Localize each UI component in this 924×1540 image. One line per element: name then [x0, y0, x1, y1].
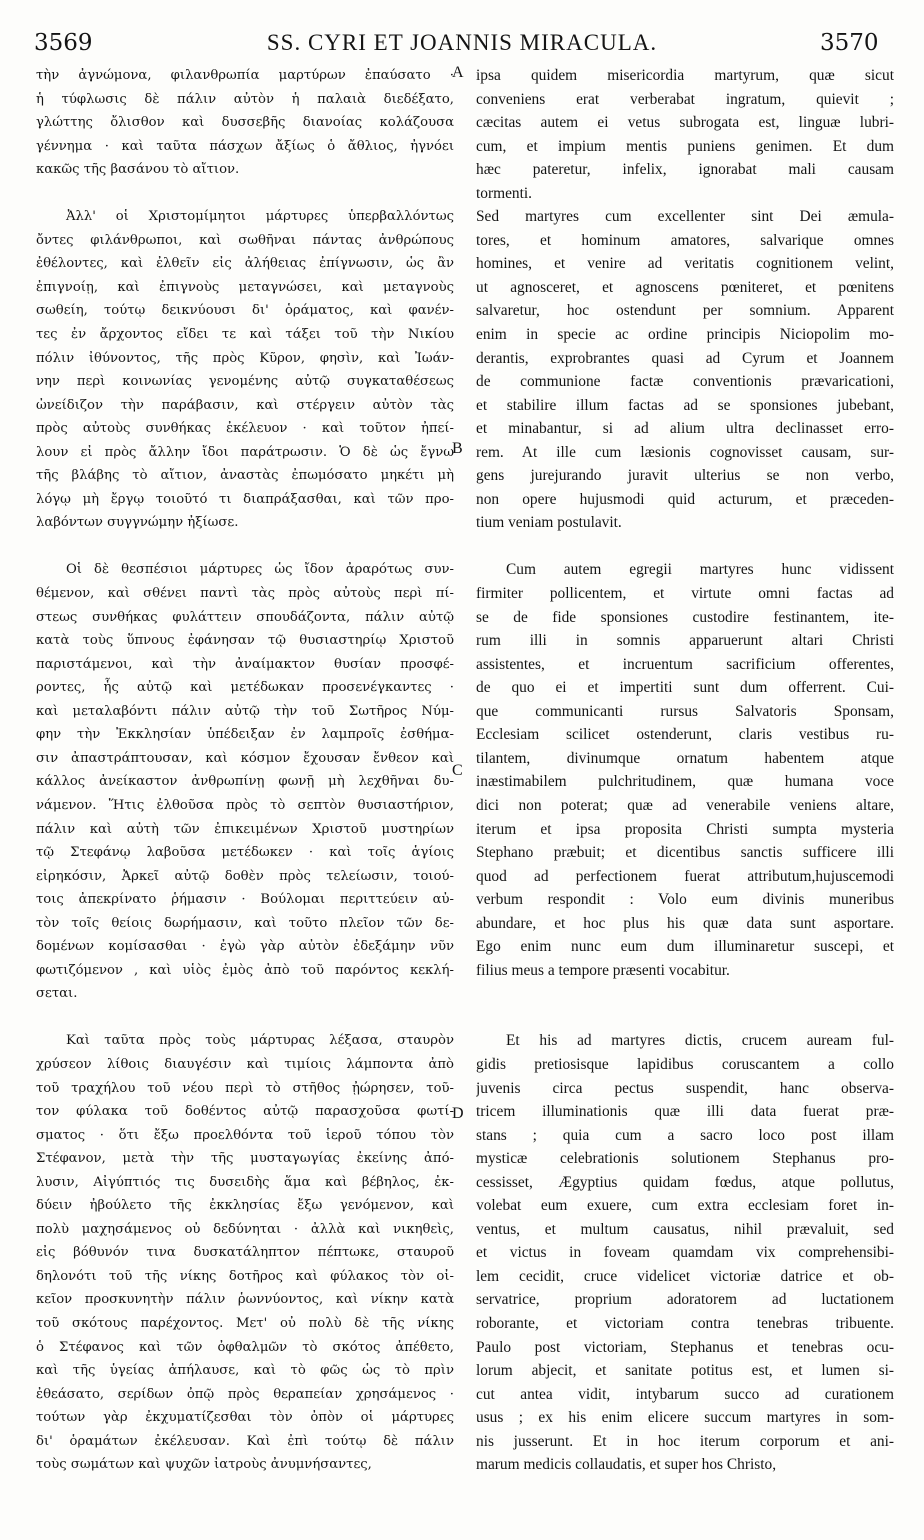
- text-line: ἐθεάσατο, σερίδων ὀπῷ πρὸς θεραπείαν χρησάμενος ·: [36, 1386, 454, 1402]
- text-line: ὄντες φιλάνθρωποι, καὶ σωθῆναι πάντας ἀνθρώπους: [36, 232, 454, 248]
- text-line: σωθείη, τούτῳ δεικνύουσι δι' ὁράματος, καὶ φανέν-: [36, 303, 454, 319]
- text-line: salvaretur, hoc ostendunt per somnium. Apparent: [476, 302, 894, 320]
- text-line: γλώττης ὄλισθον καὶ δυσσεβῆς διανοίας κολάζουσα: [36, 115, 454, 131]
- text-line: stans ; quia cum a sacro loco post illam: [476, 1126, 894, 1144]
- text-line: roborante, et victoriam contra tenebras tribuente.: [476, 1314, 894, 1332]
- text-line: τες ἐν ἄρχοντος εἴδει τε καὶ τάξει τοῦ τὴν Νικίου: [36, 327, 454, 343]
- text-line: Paulo post victoriam, Stephanus et tenebras ocu-: [476, 1338, 894, 1356]
- text-line: firmiter pollicentem, et virtute omni factas ad: [476, 585, 894, 603]
- margin-letter-d: D: [452, 1105, 464, 1122]
- text-line: cæcitas autem ei vetus subrogata est, linguæ lubri-: [476, 114, 894, 132]
- text-line: εἰς βόθυνόν τινα δυσκατάληπτον πέπτωκε, σταυροῦ: [36, 1245, 454, 1261]
- text-line: abundare, et hoc plus his quæ data sunt asportare.: [476, 914, 894, 932]
- text-line: δομένων κομίσασθαι · ἐγὼ γὰρ αὐτὸν ἐδεξάμην νῦν: [36, 939, 454, 955]
- text-line: que communicanti rursus Salvatoris Sponsam,: [476, 702, 894, 720]
- text-line: ροντες, ἧς αὐτῷ καὶ μετέδωκαν προσενέγκαντες ·: [36, 680, 454, 696]
- text-line: κεῖον προσκυνητὴν πάλιν ῥωννύοντος, καὶ νίκην κατὰ: [36, 1292, 454, 1308]
- latin-column: [476, 64, 894, 1477]
- text-line: Sed martyres cum excellenter sint Dei æmula-: [476, 208, 894, 226]
- text-line: mysticæ celebrationis solutionem Stephanus pro-: [476, 1150, 894, 1168]
- text-line: σιν ἀπαστράπτουσαν, καὶ κόσμον ἔχουσαν ἔνθεον καὶ: [36, 750, 454, 766]
- text-line: ἡ τύφλωσις δὲ πάλιν αὐτὸν ἡ παλαιὰ διεδέξατο,: [36, 91, 454, 107]
- text-line: homines, et venire ad veritatis cognitionem velint,: [476, 255, 894, 273]
- page-number-right: 3570: [820, 30, 879, 56]
- text-line: ipsa quidem misericordia martyrum, quæ sicut: [476, 67, 894, 84]
- text-line: παριστάμενοι, καὶ τὴν ἀναίμακτον θυσίαν προσφέ-: [36, 656, 454, 672]
- text-line: Ego enim nunc eum dum illuminaretur suscepi, et: [476, 938, 894, 956]
- text-line: πρὸς αὐτοὺς συνθήκας ἐκέλευον · καὶ τοῦτον ἠπεί-: [36, 421, 454, 437]
- text-line: juvenis circa pectus suspendit, hanc observa-: [476, 1079, 894, 1097]
- text-line: νάμενον. Ἥτις ἐλθοῦσα πρὸς τὸ σεπτὸν θυσιαστήριον,: [36, 797, 454, 813]
- text-line: tium veniam postulavit.: [476, 514, 622, 532]
- paragraph-gap: [476, 1006, 894, 1030]
- text-line: εἰρηκόσιν, Ἀρκεῖ αὐτῷ δοθὲν πρὸς τελείωσιν, τοιού-: [36, 868, 454, 884]
- text-line: Ecclesiam scilicet ostenderunt, claris vestibus ru-: [476, 726, 894, 744]
- text-line: tilantem, divinumque ornatum habentem atque: [476, 749, 894, 767]
- text-line: τὸν τοῖς θείοις δωρήμασιν, καὶ τοῦτο πλεῖον τῶν δε-: [36, 915, 454, 931]
- text-line: gens jurejurando juravit ulterius se non verbo,: [476, 467, 894, 485]
- text-line: ut agnosceret, et agnoscens pœniteret, et pœnitens: [476, 278, 894, 296]
- text-line: θέμενον, καὶ σθένει παντὶ τὰς πρὸς αὐτοὺς περὶ πί-: [36, 586, 454, 602]
- text-line: ἐθέλοντες, καὶ ἐλθεῖν εἰς ἀλήθειας ἐπίγνωσιν, ὡς ἂν: [36, 256, 454, 272]
- text-line: se de fide sponsiones custodire festinantem, ite-: [476, 608, 894, 626]
- text-line: κάλλος ἀνείκαστον ἀνθρωπίνῃ φωνῇ μὴ λεχθῆναι δυ-: [36, 774, 454, 790]
- text-line: hæc pateretur, infelix, ignorabat mali causam: [476, 161, 894, 179]
- text-line: νην περὶ κοινωνίας γενομένης αὐτῷ συγκαταθέσεως: [36, 374, 454, 390]
- text-line: δι' ὁραμάτων ἐκέλευσαν. Καὶ ἐπὶ τούτῳ δὲ πάλιν: [36, 1433, 454, 1449]
- text-line: assistentes, et incruentum sacrificium offerentes,: [476, 655, 894, 673]
- text-line: marum medicis collaudatis, et super hos Christo,: [476, 1456, 777, 1474]
- text-line: derantis, exprobrantes quasi ad Cyrum et Joannem: [476, 349, 894, 367]
- text-line: conveniens erat verberabat ingratum, quievit ;: [476, 90, 894, 108]
- text-line: τούτων γὰρ ἐκχυματίζεσθαι τὸν ὀπὸν οἱ μάρτυρες: [36, 1410, 454, 1426]
- text-line: dici non poterat; quæ ad venerabile veniens altare,: [476, 796, 894, 814]
- text-line: cum, et impium mentis puniens genimen. Et dum: [476, 137, 894, 155]
- paragraph-gap: [36, 535, 454, 559]
- paragraph-gap: [36, 182, 454, 206]
- text-line: λουν εἰ πρὸς ἄλλην ἴδοι παράτρωσιν. Ὁ δὲ ὡς ἔγνω: [36, 444, 454, 460]
- page-header: [0, 0, 924, 60]
- text-line: τὴν ἀγνώμονα, φιλανθρωπία μαρτύρων ἐπαύσατο ·: [36, 68, 454, 83]
- text-line: ventus, et multum causatus, nihil prævaluit, sed: [476, 1220, 894, 1238]
- text-line: lem cecidit, cruce videlicet victoriæ datrice et ob-: [476, 1267, 894, 1285]
- text-line: cessisset, Ægyptius quidam fœdus, atque pollutus,: [476, 1173, 894, 1191]
- text-line: πολὺ μαχησάμενος οὐ δεδύνηται · ἀλλὰ καὶ νικηθεὶς,: [36, 1221, 454, 1237]
- text-line: σματος · ὅτι ἔξω προελθόντα τοῦ ἱεροῦ τόπου τὸν: [36, 1127, 454, 1143]
- text-line: enim in specie ac ordine principis Niciopolim mo-: [476, 326, 894, 344]
- running-title: SS. CYRI ET JOANNIS MIRACULA.: [266, 30, 658, 55]
- text-line: δύειν ἠβούλετο τῆς ἐκκλησίας ἔξω γενόμενον, καὶ: [36, 1198, 454, 1214]
- text-line: servatrice, proprium adoratorem ad luctationem: [476, 1291, 894, 1309]
- text-line: ὁ Στέφανος καὶ τῶν ὀφθαλμῶν τὸ σκότος ἀπέθετο,: [36, 1339, 454, 1355]
- text-line: τοῦ τραχήλου τοῦ νέου περὶ τὸ στῆθος ᾐώρησεν, τοῦ-: [36, 1080, 454, 1096]
- text-line: Stephano præbuit; et dicentibus sanctis sufficere illi: [476, 844, 894, 862]
- text-line: ἐπιγνοίῃ, καὶ ἐπιγνοὺς μεταγνώσει, καὶ μεταγνοὺς: [36, 279, 454, 295]
- text-line: rem. At ille cum læsionis cognovisset causam, sur-: [476, 443, 894, 461]
- text-line: κατὰ τοὺς ὕπνους ἐφάνησαν τῷ θυσιαστηρίῳ Χριστοῦ: [36, 633, 454, 649]
- text-line: cut antea vidit, intybarum succo ad curationem: [476, 1385, 894, 1403]
- text-line: lorum abjecit, et sanitate potitus est, et lumen si-: [476, 1362, 894, 1380]
- text-line: δηλονότι τοῦ τῆς νίκης δοτῆρος καὶ φύλακος τὸν οἰ-: [36, 1268, 454, 1284]
- text-line: et stabilire illum factas ad se sponsiones jubebant,: [476, 396, 894, 414]
- text-line: de quo ei et impertiti sunt dum offerrent. Cui-: [476, 679, 894, 697]
- text-line: iterum et ipsa proposita Christi sumpta mysteria: [476, 820, 894, 838]
- text-line: κακῶς τῆς βασάνου τὸ αἴτιον.: [36, 162, 240, 178]
- text-line: volebat eum exuere, cum extra ecclesiam foret in-: [476, 1197, 894, 1215]
- text-line: τῷ Στεφάνῳ λαβοῦσα μετέδωκεν · καὶ τοῖς ἁγίοις: [36, 845, 454, 861]
- text-line: ὠνείδιζον τὴν παράβασιν, καὶ στέργειν αὐτὸν τὰς: [36, 397, 454, 413]
- text-line: Ἀλλ' οἱ Χριστομίμητοι μάρτυρες ὑπερβαλλόντως: [66, 209, 454, 225]
- text-line: γέννημα · καὶ ταῦτα πάσχων ἄξίως ὁ ἄθλιος, ἠγνόει: [36, 138, 454, 154]
- text-line: quod ad perfectionem fuerat attributum,hujuscemodi: [476, 867, 894, 885]
- text-line: χρύσεον λίθοις διαυγέσιν καὶ τιμίοις λάμποντα ἀπὸ: [36, 1056, 454, 1072]
- text-line: λόγῳ μὴ ἔργῳ τοιοῦτό τι διαπράξασθαι, καὶ τῶν προ-: [36, 491, 454, 507]
- text-line: καὶ μεταλαβόντι πάλιν αὐτῷ τὴν τοῦ Σωτῆρος Νύμ-: [36, 703, 454, 719]
- text-line: πόλιν ἰθύνοντος, τῆς πρὸς Κῦρον, φησὶν, καὶ Ἰωάν-: [36, 350, 454, 366]
- margin-letter-c: C: [452, 762, 463, 779]
- text-line: τον φύλακα τοῦ δοθέντος αὐτῷ παρασχοῦσα φωτί-: [36, 1104, 454, 1120]
- text-line: πάλιν καὶ αὐτὴ τῶν ἐπικειμένων Χριστοῦ μυστηρίων: [36, 821, 454, 837]
- text-line: σεται.: [36, 986, 78, 1002]
- margin-letter-b: B: [452, 440, 463, 457]
- text-line: usus ; ex his enim elicere succum martyres in som-: [476, 1409, 894, 1427]
- text-line: λυσιν, Αἰγύπτιός τις δυσειδὴς ἅμα καὶ βέβηλος, ἐκ-: [36, 1174, 454, 1190]
- text-line: tricem illuminationis quæ illi data fuerat præ-: [476, 1103, 894, 1121]
- text-line: στεως συνθήκας φυλάττειν σπουδάζοντα, πάλιν αὐτῷ: [36, 609, 454, 625]
- text-line: τῆς βλάβης τὸ αἴτιον, ἀναστὰς ἐπωμόσατο μηκέτι μὴ: [36, 468, 454, 484]
- text-line: verbum respondit : Volo eum divinis muneribus: [476, 891, 894, 909]
- text-line: τοις ἀπεκρίνατο ῥήμασιν · Βούλομαι περιττεύειν αὐ-: [36, 892, 454, 908]
- greek-column: [36, 64, 454, 1477]
- paragraph-gap: [476, 982, 894, 1006]
- text-line: et victus in foveam quamdam vix comprehensibi-: [476, 1244, 894, 1262]
- text-line: φην τὴν Ἐκκλησίαν ὑπέδειξαν ἐν λαμπροῖς ἐσθήμα-: [36, 727, 454, 743]
- text-line: λαβόντων συγγνώμην ἠξίωσε.: [36, 515, 239, 531]
- text-line: καὶ τῆς ὑγείας ἀπήλαυσε, καὶ τὸ φῶς ὡς τὸ πρὶν: [36, 1363, 454, 1379]
- text-line: Cum autem egregii martyres hunc vidissent: [506, 561, 894, 579]
- text-line: inæstimabilem pulchritudinem, quæ humana voce: [476, 773, 894, 791]
- text-line: gidis pretiosisque lapidibus coruscantem a collo: [476, 1055, 894, 1073]
- text-line: φωτιζόμενον , καὶ υἱὸς ἐμὸς ἀπὸ τοῦ παρόντος κεκλή-: [36, 962, 454, 978]
- text-line: filius meus a tempore præsenti vocabitur.: [476, 961, 730, 979]
- text-line: τοῦ σκότους παρέχοντος. Μετ' οὐ πολὺ δὲ τῆς νίκης: [36, 1315, 454, 1331]
- text-line: rum illi in somnis apparuerunt altari Christi: [476, 632, 894, 650]
- text-line: Καὶ ταῦτα πρὸς τοὺς μάρτυρας λέξασα, σταυρὸν: [66, 1033, 454, 1049]
- text-line: et minabantur, si ad alium ultra declinasset erro-: [476, 420, 894, 438]
- paragraph-gap: [36, 1006, 454, 1030]
- text-line: Στέφανον, μετὰ τὴν τῆς μυσταγωγίας ἐκείνης ἀπό-: [36, 1151, 454, 1167]
- text-line: tormenti.: [476, 184, 532, 202]
- text-line: de communione factæ conventionis prævaricationi,: [476, 373, 894, 391]
- text-line: τοὺς σωμάτων καὶ ψυχῶν ἰατροὺς ἀνυμνήσαντες,: [36, 1457, 372, 1473]
- text-line: tores, et hominum amatores, salvarique omnes: [476, 231, 894, 249]
- page-number-left: 3569: [34, 30, 93, 56]
- paragraph-gap: [476, 535, 894, 559]
- text-line: Οἱ δὲ θεσπέσιοι μάρτυρες ὡς ἴδον ἀραρότως συν-: [66, 562, 454, 578]
- text-line: Et his ad martyres dictis, crucem auream ful-: [506, 1032, 894, 1050]
- text-line: non opere hujusmodi quid acturum, et præceden-: [476, 490, 894, 508]
- margin-letter-a: A: [452, 64, 464, 81]
- text-line: nis jusserunt. Et in hoc iterum corporum et ani-: [476, 1432, 894, 1450]
